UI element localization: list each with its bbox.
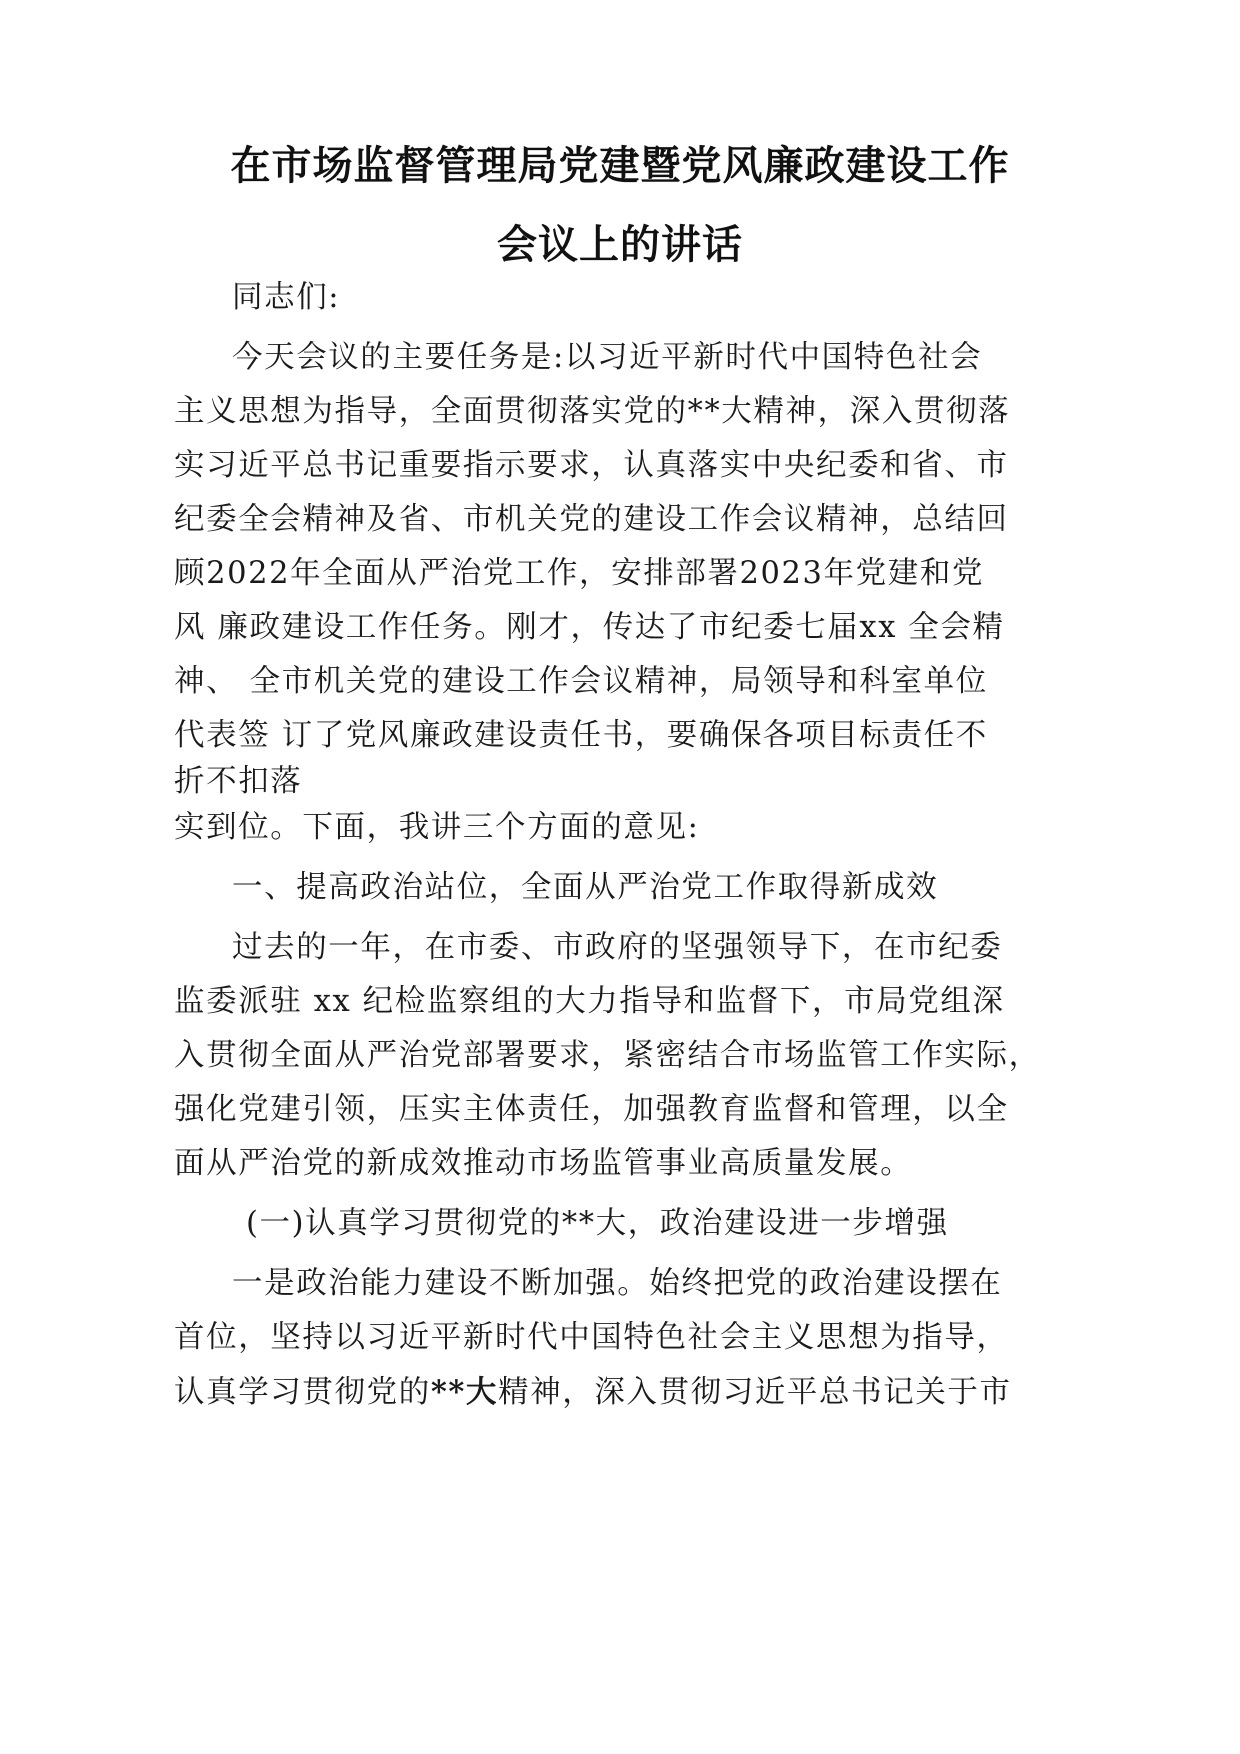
paragraph-line: 入贯彻全面从严治党部署要求，紧密结合市场监管工作实际， — [174, 1038, 1041, 1073]
paragraph-line: 过去的一年，在市委、市政府的坚强领导下，在市纪委 — [232, 930, 1003, 965]
paragraph-line: 强化党建引领，压实主体责任，加强教育监督和管理，以全 — [174, 1092, 1009, 1127]
paragraph-line: 折不扣落 — [174, 764, 303, 799]
paragraph-line: 风 廉政建设工作任务。刚才，传达了市纪委七届xx 全会精 — [174, 610, 1005, 645]
paragraph-line: 顾2022年全面从严治党工作，安排部署2023年党建和党 — [174, 556, 985, 591]
paragraph-line: 代表签 订了党风廉政建设责任书，要确保各项目标责任不 — [174, 718, 988, 753]
document-title-line-1: 在市场监督管理局党建暨党风廉政建设工作 — [230, 143, 1010, 189]
text-run: 认真学习贯彻党的 — [174, 1375, 431, 1410]
text-run: 精神，深入贯彻习近平总书记关于市 — [498, 1375, 1012, 1410]
paragraph-line: 实习近平总书记重要指示要求，认真落实中央纪委和省、市 — [174, 448, 1009, 483]
paragraph-line: 监委派驻 xx 纪检监察组的大力指导和监督下，市局党组深 — [174, 984, 1005, 1019]
greeting: 同志们: — [232, 280, 341, 315]
paragraph-line: 一是政治能力建设不断加强。始终把党的政治建设摆在 — [232, 1266, 1003, 1301]
section-heading-1: 一、提高政治站位，全面从严治党工作取得新成效 — [232, 870, 939, 905]
paragraph-line: 首位，坚持以习近平新时代中国特色社会主义思想为指导， — [174, 1320, 1009, 1355]
paragraph-line: 面从严治党的新成效推动市场监管事业高质量发展。 — [174, 1146, 913, 1181]
paragraph-line: 今天会议的主要任务是:以习近平新时代中国特色社会 — [232, 340, 983, 375]
paragraph-line — [174, 1370, 1012, 1415]
paragraph-line: 神、 全市机关党的建设工作会议精神，局领导和科室单位 — [174, 664, 988, 699]
paragraph-line: 实到位。下面，我讲三个方面的意见: — [174, 810, 700, 845]
paragraph-line: 纪委全会精神及省、市机关党的建设工作会议精神，总结回 — [174, 502, 1009, 537]
document-title-line-2: 会议上的讲话 — [497, 222, 743, 268]
paragraph-line: 主义思想为指导，全面贯彻落实党的**大精神，深入贯彻落 — [174, 394, 1011, 429]
bold-text-run: **大 — [430, 1374, 499, 1410]
subsection-heading-1: (一)认真学习贯彻党的**大，政治建设进一步增强 — [246, 1206, 949, 1241]
